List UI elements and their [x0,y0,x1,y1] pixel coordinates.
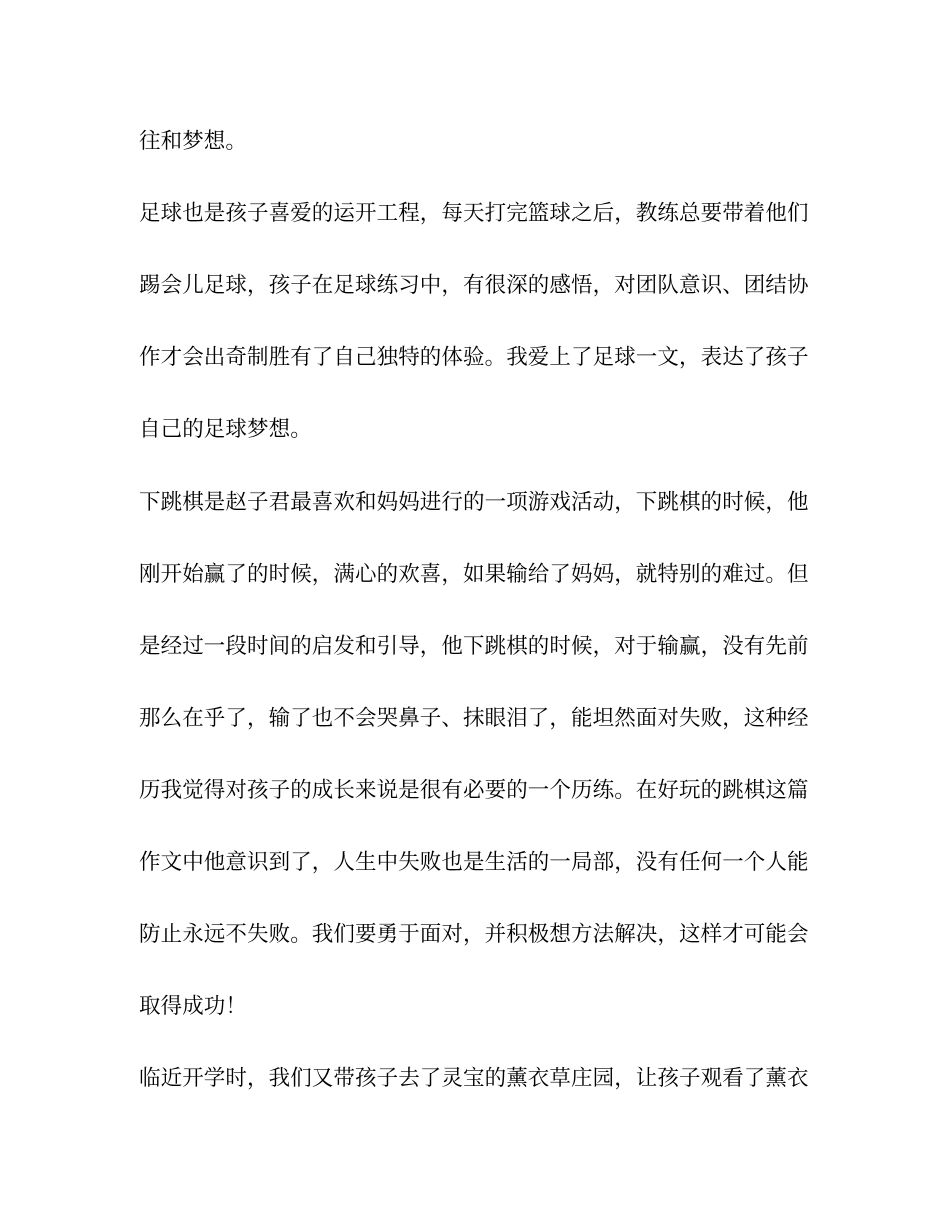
text-line: 自己的足球梦想。 [139,417,312,442]
text-line: 临近开学时，我们又带孩子去了灵宝的薰衣草庄园，让孩子观看了薰衣 [139,1066,809,1091]
text-line: 防止永远不失败。我们要勇于面对，并积极想方法解决，这样才可能会 [139,922,809,947]
text-line: 是经过一段时间的启发和引导，他下跳棋的时候，对于输赢，没有先前 [139,634,809,659]
text-line: 那么在乎了，输了也不会哭鼻子、抹眼泪了，能坦然面对失败，这种经 [139,706,809,731]
text-line: 作才会出奇制胜有了自己独特的体验。我爱上了足球一文，表达了孩子 [139,345,809,370]
text-line: 下跳棋是赵子君最喜欢和妈妈进行的一项游戏活动，下跳棋的时候，他 [139,490,809,515]
text-line: 取得成功！ [139,994,248,1019]
text-line: 历我觉得对孩子的成长来说是很有必要的一个历练。在好玩的跳棋这篇 [139,778,809,803]
text-line: 往和梦想。 [139,129,248,154]
text-line: 足球也是孩子喜爱的运开工程，每天打完篮球之后，教练总要带着他们 [139,201,809,226]
text-line: 踢会儿足球，孩子在足球练习中，有很深的感悟，对团队意识、团结协 [139,273,809,298]
text-line: 刚开始赢了的时候，满心的欢喜，如果输给了妈妈，就特别的难过。但 [139,562,809,587]
text-line: 作文中他意识到了，人生中失败也是生活的一局部，没有任何一个人能 [139,850,809,875]
